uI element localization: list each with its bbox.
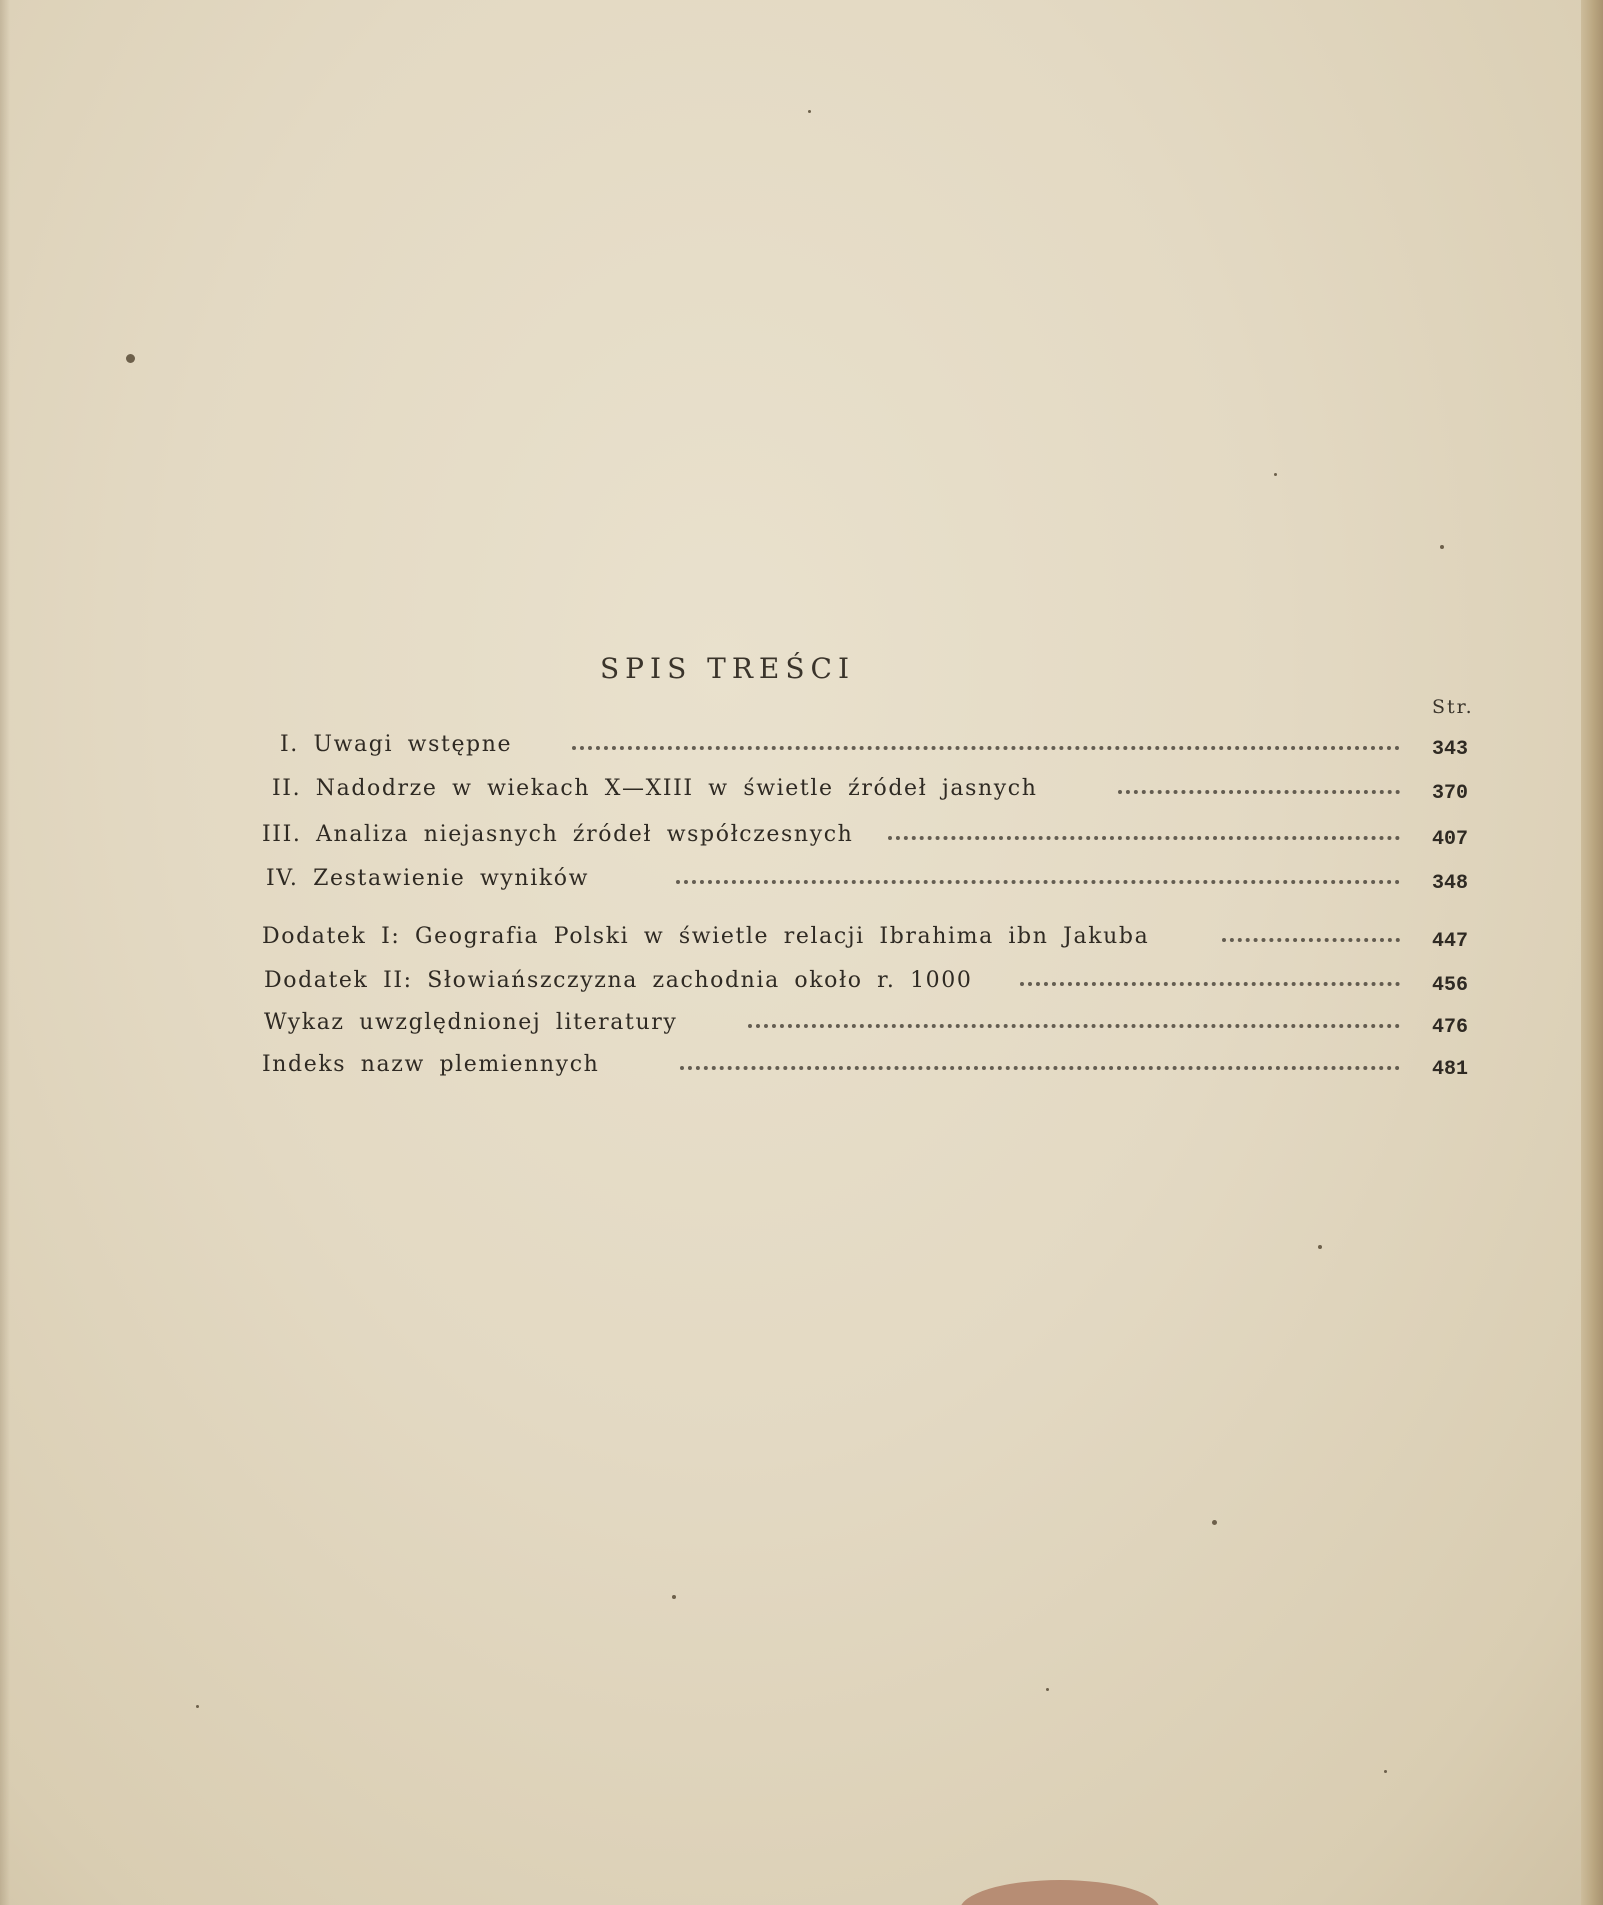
page-title: SPIS TREŚCI — [600, 652, 856, 685]
paper-speck — [1274, 473, 1277, 476]
toc-entry-page: 456 — [1432, 974, 1469, 997]
paper-speck — [808, 110, 811, 113]
toc-entry-page: 476 — [1432, 1016, 1469, 1039]
toc-entry-title: III. Analiza niejasnych źródeł współczesnych — [262, 822, 854, 847]
toc-entry — [0, 1052, 1603, 1082]
page-column-label: Str. — [1432, 696, 1474, 718]
toc-entry-title: II. Nadodrze w wiekach X—XIII w świetle źródeł jasnych — [272, 776, 1038, 801]
toc-entry-title: Wykaz uwzględnionej literatury — [264, 1010, 678, 1035]
dot-leader — [1222, 938, 1400, 946]
toc-entry — [0, 1010, 1603, 1040]
dot-leader — [888, 836, 1400, 844]
paper-speck — [1440, 545, 1444, 549]
toc-entry — [0, 866, 1603, 896]
toc-entry — [0, 776, 1603, 806]
toc-entry — [0, 924, 1603, 954]
dot-leader — [676, 880, 1400, 888]
toc-entry-page: 407 — [1432, 828, 1469, 851]
toc-entry — [0, 732, 1603, 762]
dot-leader — [748, 1024, 1400, 1032]
toc-entry-title: Dodatek II: Słowiańszczyzna zachodnia około r. 1000 — [264, 968, 973, 993]
paper-speck — [126, 354, 135, 363]
paper-speck — [196, 1705, 199, 1708]
toc-entry-title: Dodatek I: Geografia Polski w świetle relacji Ibrahima ibn Jakuba — [262, 924, 1150, 949]
paper-speck — [672, 1595, 676, 1599]
dot-leader — [1118, 790, 1400, 798]
dot-leader — [1020, 982, 1400, 990]
thumb — [960, 1880, 1160, 1905]
toc-entry-page: 343 — [1432, 738, 1469, 761]
paper-speck — [1212, 1520, 1217, 1525]
paper-speck — [1384, 1770, 1387, 1773]
toc-entry-page: 370 — [1432, 782, 1469, 805]
paper-speck — [1046, 1688, 1049, 1691]
dot-leader — [680, 1066, 1400, 1074]
toc-entry — [0, 822, 1603, 852]
toc-entry-title: IV. Zestawienie wyników — [266, 866, 590, 891]
toc-entry-title: I. Uwagi wstępne — [280, 732, 513, 757]
toc-entry-page: 447 — [1432, 930, 1469, 953]
toc-entry-page: 481 — [1432, 1058, 1469, 1081]
dot-leader — [572, 746, 1400, 754]
toc-entry — [0, 968, 1603, 998]
paper-speck — [1318, 1245, 1322, 1249]
toc-entry-title: Indeks nazw plemiennych — [262, 1052, 600, 1077]
toc-entry-page: 348 — [1432, 872, 1469, 895]
